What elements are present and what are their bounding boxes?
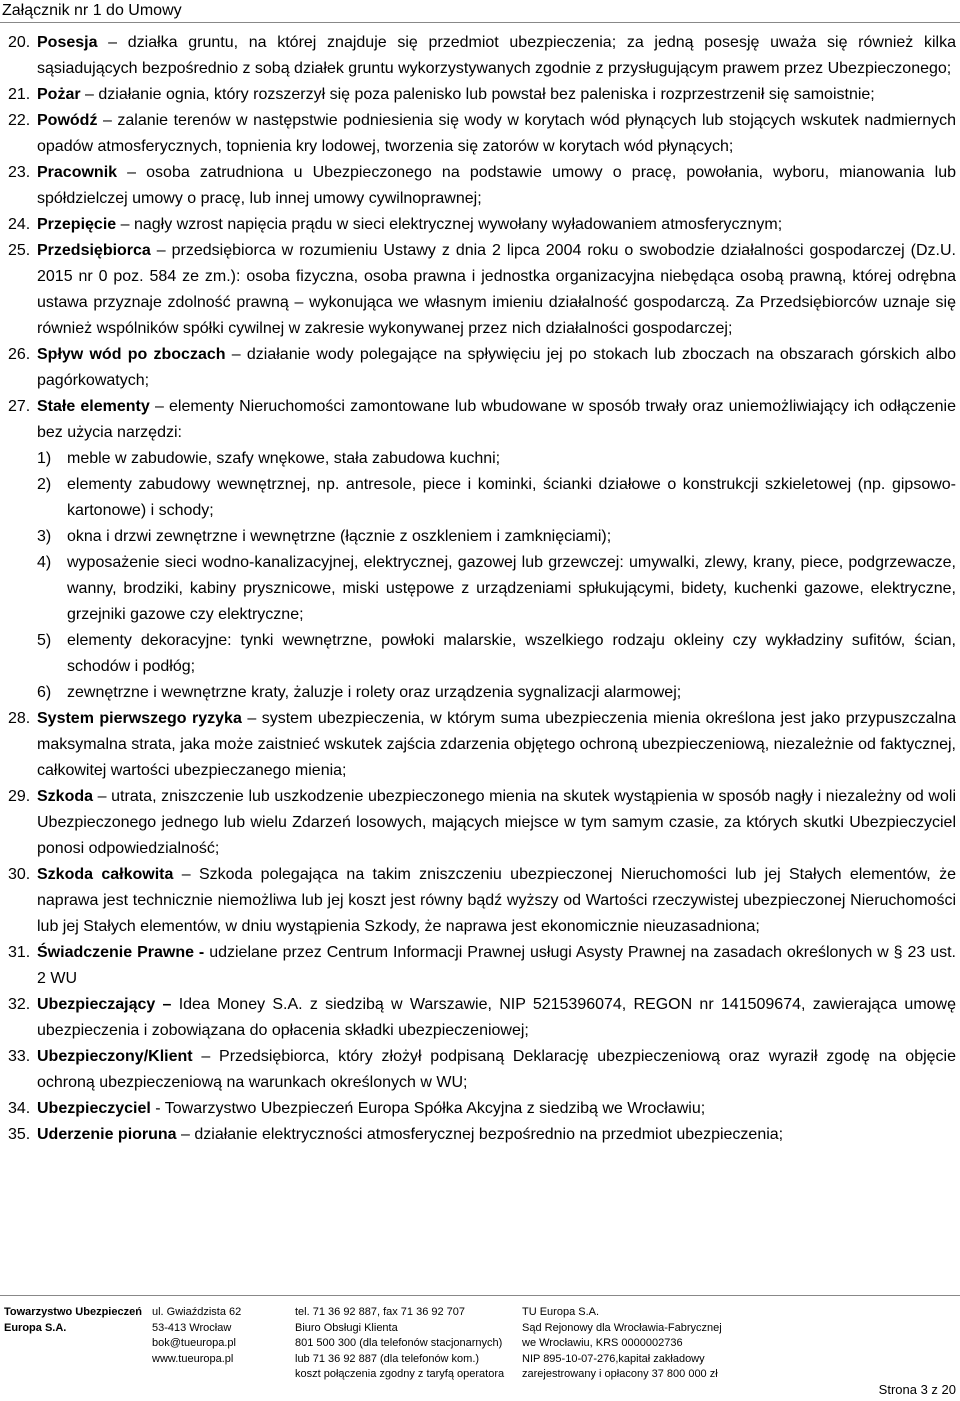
sublist-number: 6) <box>37 684 52 701</box>
definition-text: – przedsiębiorca w rozumieniu Ustawy z dnia 2 lipca 2004 roku o swobodzie działalności gospodarczej (Dz.U. 2015 nr 0 poz. 584 ze zm.): osoba fizyczna, osoba prawna i jednostka organizacyjna niebędąca osobą prawną, której odrębna ustawa przyznaje zdolność prawną – wykonująca we własnym imieniu działalność gospodarczą. Za Przedsiębiorców uznaje się również wspólników spółki cywilnej w zakresie wykonywanej przez nich działalności gospodarczej; <box>37 242 956 337</box>
document-body <box>8 30 956 1148</box>
definition-text: – działanie elektryczności atmosferycznej bezpośrednio na przedmiot ubezpieczenia; <box>176 1126 784 1143</box>
definition-term: Świadczenie Prawne - <box>37 944 205 961</box>
definition-text: – nagły wzrost napięcia prądu w sieci elektrycznej wywołany wyładowaniem atmosferycznym; <box>116 216 783 233</box>
footer-registry-line: we Wrocławiu, KRS 0000002736 <box>522 1337 683 1349</box>
definition-item <box>8 30 956 82</box>
definition-number: 25. <box>8 242 31 259</box>
definition-item <box>8 212 956 238</box>
definition-text: – działanie wody polegające na spływięciu jej po stokach lub zboczach na obszarach górskich albo pagórkowatych; <box>37 346 956 389</box>
definition-text: – działka gruntu, na której znajduje się przedmiot ubezpieczenia; za jedną posesję uważa się również kilka sąsiadujących bezpośrednio z sobą działek gruntu wykorzystywanych zgodnie z przysługującym prawem przez Ubezpieczonego; <box>37 34 956 77</box>
definition-number: 26. <box>8 346 31 363</box>
definition-number: 34. <box>8 1100 31 1117</box>
definition-item <box>8 940 956 992</box>
sublist-text: okna i drzwi zewnętrzne i wewnętrzne (łącznie z oszkleniem i zamknięciami); <box>67 528 612 545</box>
definition-term: System pierwszego ryzyka <box>37 710 242 727</box>
definition-text: – elementy Nieruchomości zamontowane lub wbudowane w sposób trwały oraz uniemożliwiający ich odłączenie bez użycia narzędzi: <box>37 398 956 441</box>
header-divider <box>0 22 960 23</box>
definition-number: 31. <box>8 944 31 961</box>
definition-number: 22. <box>8 112 31 129</box>
definition-text: – utrata, zniszczenie lub uszkodzenie ubezpieczonego mienia na skutek wystąpienia w sposób nagły i niezależny od woli Ubezpieczonego jednego lub wielu Zdarzeń losowych, mających miejsce w tym samym czasie, za których skutki Ubezpieczyciel ponosi odpowiedzialność; <box>37 788 956 857</box>
definition-text: - Towarzystwo Ubezpieczeń Europa Spółka Akcyjna z siedzibą we Wrocławiu; <box>150 1100 706 1117</box>
definition-term: Pożar <box>37 86 81 103</box>
footer-registry-line: zarejestrowany i opłacony 37 800 000 zł <box>522 1368 718 1380</box>
sublist-number: 3) <box>37 528 52 545</box>
definition-term: Uderzenie pioruna <box>37 1126 177 1143</box>
sublist-text: wyposażenie sieci wodno-kanalizacyjnej, elektrycznej, gazowej lub grzewczej: umywalki, zlewy, krany, piece, podgrzewacze, wanny, brodziki, kabiny prysznicowe, miski ustępowe z urządzeniami spłukującymi, bidety, kuchenki gazowe, elektryczne, grzejniki gazowe czy elektryczne; <box>67 554 956 623</box>
definition-number: 33. <box>8 1048 31 1065</box>
definition-item <box>8 342 956 394</box>
definition-item <box>8 108 956 160</box>
definition-text: – Przedsiębiorca, który złożył podpisaną Deklarację ubezpieczeniową oraz wyraził zgodę na objęcie ochroną ubezpieczeniową na warunkach określonych w WU; <box>37 1048 956 1091</box>
sublist-text: zewnętrzne i wewnętrzne kraty, żaluzje i rolety oraz urządzenia sygnalizacji alarmowej; <box>67 684 682 701</box>
definition-text: Idea Money S.A. z siedzibą w Warszawie, NIP 5215396074, REGON nr 141509674, zawierająca umowę ubezpieczenia i zobowiązana do opłacenia składki ubezpieczeniowej; <box>37 996 957 1039</box>
sublist-number: 5) <box>37 632 52 649</box>
sublist-text: elementy zabudowy wewnętrznej, np. antresole, piece i kominki, ścianki działowe o konstrukcji szkieletowej (np. gipsowo-kartonowe) i schody; <box>67 476 956 519</box>
definition-text: – Szkoda polegająca na takim zniszczeniu ubezpieczonej Nieruchomości lub jej Stałych elementów, że naprawa jest technicznie niemożliwa lub jej koszt jest równy bądź wyższy od Wartości rzeczywistej ubezpieczonej Nieruchomości lub jej Stałych elementów, w dniu wystąpienia Szkody, że naprawa jest ekonomicznie nieuzasadniona; <box>37 866 956 935</box>
footer-registry-line: Sąd Rejonowy dla Wrocławia-Fabrycznej <box>522 1321 722 1334</box>
definition-number: 35. <box>8 1126 31 1143</box>
footer-registry <box>522 1305 722 1383</box>
definition-item <box>8 1122 956 1148</box>
footer-company-line: Europa S.A. <box>4 1321 67 1334</box>
sublist-item <box>8 550 956 628</box>
footer-registry-line: NIP 895-10-07-276,kapitał zakładowy <box>522 1352 705 1365</box>
definition-item <box>8 706 956 784</box>
definition-number: 29. <box>8 788 31 805</box>
definition-text: – osoba zatrudniona u Ubezpieczonego na podstawie umowy o pracę, powołania, wyboru, mianowania lub spółdzielczej umowy o pracę, lub innej umowy cywilnoprawnej; <box>37 164 956 207</box>
definition-number: 20. <box>8 34 31 51</box>
definition-number: 23. <box>8 164 31 181</box>
definition-item <box>8 862 956 940</box>
footer-website: www.tueuropa.pl <box>152 1352 234 1365</box>
definition-text: – system ubezpieczenia, w którym suma ubezpieczenia mienia określona jest jako przypuszczalna maksymalna strata, jaka może zaistnieć wskutek zajścia zdarzenia objętego ochroną ubezpieczeniową, niezależnie od faktycznej, całkowitej wartości ubezpieczanego mienia; <box>37 710 957 779</box>
sublist-item <box>8 446 956 472</box>
footer-registry-line: TU Europa S.A. <box>522 1306 600 1318</box>
footer-company-line: Towarzystwo Ubezpieczeń <box>4 1306 142 1318</box>
sublist-item <box>8 680 956 706</box>
definition-item <box>8 1096 956 1122</box>
footer-contact <box>295 1305 504 1383</box>
definition-number: 28. <box>8 710 31 727</box>
footer-contact-line: lub 71 36 92 887 (dla telefonów kom.) <box>295 1352 480 1365</box>
definition-number: 27. <box>8 398 31 415</box>
definition-item <box>8 784 956 862</box>
definition-term: Posesja <box>37 34 98 51</box>
footer-address-line: ul. Gwiaździsta 62 <box>152 1306 242 1318</box>
definition-item <box>8 394 956 446</box>
definition-term: Szkoda całkowita <box>37 866 174 883</box>
definition-text: udzielane przez Centrum Informacji Prawnej usługi Asysty Prawnej na zasadach określonych w § 23 ust. 2 WU <box>37 944 957 987</box>
footer-company <box>4 1305 142 1336</box>
definition-number: 21. <box>8 86 31 103</box>
definition-term: Szkoda <box>37 788 94 805</box>
sublist-number: 2) <box>37 476 52 493</box>
definition-item <box>8 992 956 1044</box>
definitions-list-continued <box>8 706 956 1148</box>
definition-item <box>8 82 956 108</box>
definition-term: Ubezpieczony/Klient <box>37 1048 193 1065</box>
footer-contact-line: 801 500 300 (dla telefonów stacjonarnych) <box>295 1337 503 1349</box>
footer-address <box>152 1305 241 1367</box>
definition-term: Powódź <box>37 112 98 129</box>
fixed-elements-sublist <box>8 446 956 706</box>
sublist-text: elementy dekoracyjne: tynki wewnętrzne, powłoki malarskie, wszelkiego rodzaju okleiny czy wykładziny sufitów, ścian, schodów i podłóg; <box>67 632 956 675</box>
sublist-item <box>8 628 956 680</box>
sublist-number: 4) <box>37 554 52 571</box>
definition-text: – działanie ognia, który rozszerzył się poza palenisko lub powstał bez paleniska i rozprzestrzenił się samoistnie; <box>80 86 875 103</box>
definition-item <box>8 160 956 212</box>
sublist-text: meble w zabudowie, szafy wnękowe, stała zabudowa kuchni; <box>67 450 501 467</box>
definition-term: Ubezpieczyciel <box>37 1100 151 1117</box>
definition-term: Spływ wód po zboczach <box>37 346 226 363</box>
definition-term: Pracownik <box>37 164 118 181</box>
definition-item <box>8 238 956 342</box>
definition-term: Przedsiębiorca <box>37 242 151 259</box>
definition-item <box>8 1044 956 1096</box>
definition-text: – zalanie terenów w następstwie podniesienia się wody w korytach wód płynących lub stojących wskutek nadmiernych opadów atmosferycznych, topnienia kry lodowej, tworzenia się zatorów w korytach wód płynących; <box>37 112 956 155</box>
definition-number: 24. <box>8 216 31 233</box>
sublist-item <box>8 524 956 550</box>
definitions-list <box>8 30 956 446</box>
footer-address-line: 53-413 Wrocław <box>152 1321 232 1334</box>
sublist-number: 1) <box>37 450 52 467</box>
footer-contact-line: Biuro Obsługi Klienta <box>295 1321 398 1334</box>
definition-term: Stałe elementy <box>37 398 150 415</box>
footer-contact-line: koszt połączenia zgodny z taryfą operatora <box>295 1368 505 1380</box>
page-number: Strona 3 z 20 <box>878 1382 956 1397</box>
footer-divider <box>0 1295 960 1296</box>
definition-number: 32. <box>8 996 31 1013</box>
sublist-item <box>8 472 956 524</box>
definition-term: Ubezpieczający – <box>37 996 172 1013</box>
footer-email: bok@tueuropa.pl <box>152 1337 236 1349</box>
header-title: Załącznik nr 1 do Umowy <box>2 2 182 19</box>
footer-contact-line: tel. 71 36 92 887, fax 71 36 92 707 <box>295 1306 466 1318</box>
definition-term: Przepięcie <box>37 216 117 233</box>
definition-number: 30. <box>8 866 31 883</box>
